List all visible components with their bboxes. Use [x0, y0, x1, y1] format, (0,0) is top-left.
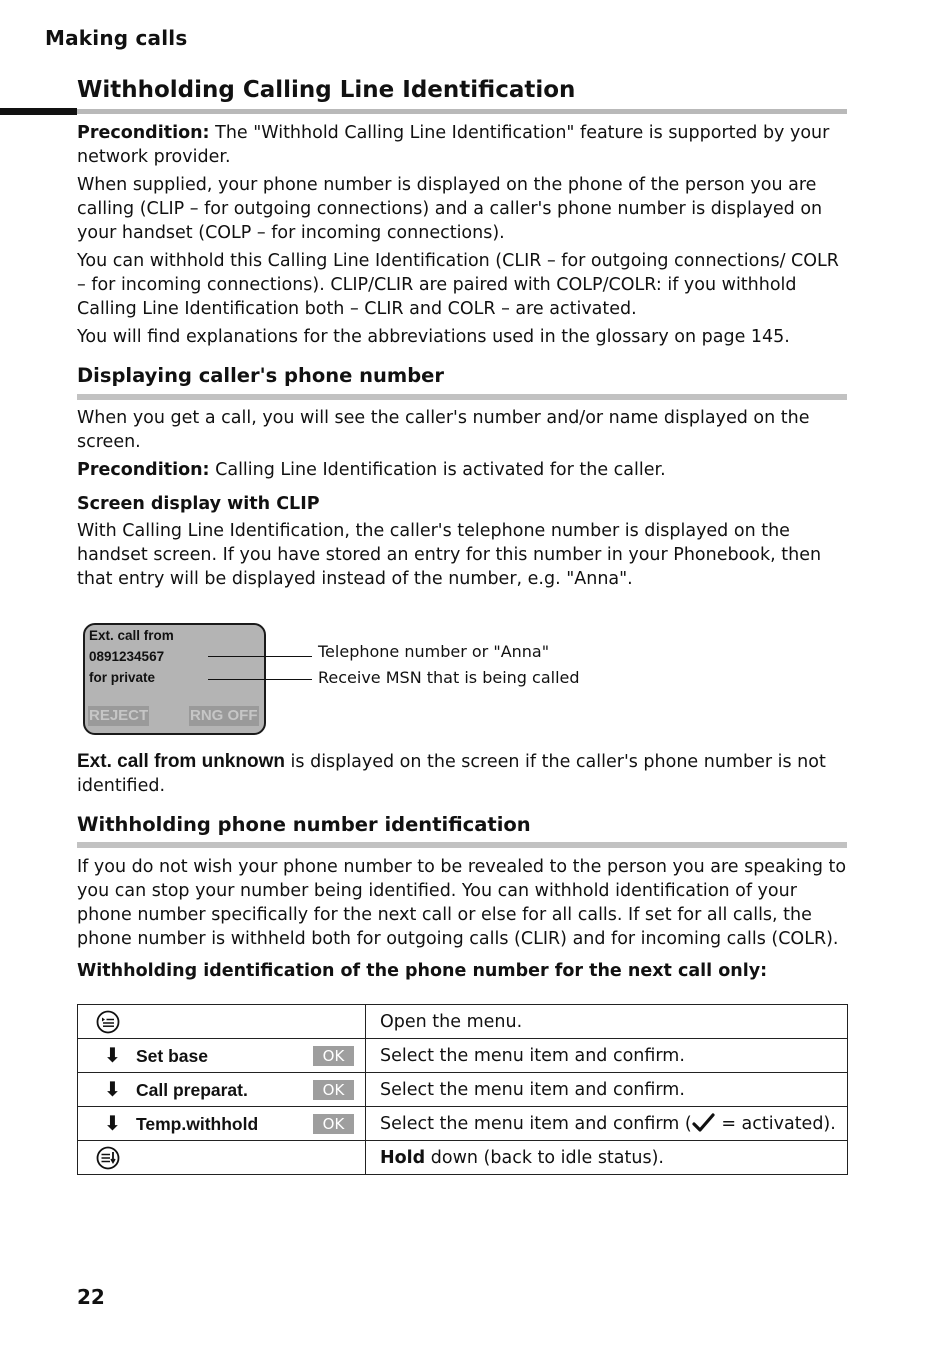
ok-softkey: OK [313, 1080, 354, 1100]
screen-line-2: 0891234567 [89, 649, 165, 664]
callout-number: Telephone number or "Anna" [318, 642, 550, 661]
table-row [78, 1073, 848, 1107]
ok-softkey: OK [313, 1046, 354, 1066]
step-key-cell [78, 1107, 366, 1141]
step-description: Select the menu item and confirm ( = activated). [366, 1107, 848, 1141]
displaying-precondition [77, 458, 852, 482]
unknown-text: is displayed on the screen if the caller's phone number is not identified. [77, 752, 826, 796]
down-arrow-icon: ⬇ [104, 1043, 121, 1067]
checkmark-icon [692, 1113, 716, 1133]
callout-leader-1 [208, 656, 312, 657]
section-title: Withholding Calling Line Identification [77, 77, 576, 103]
down-arrow-icon: ⬇ [104, 1077, 121, 1101]
step-key-cell [78, 1073, 366, 1107]
unknown-paragraph [77, 750, 852, 798]
clip-colp-paragraph: When supplied, your phone number is displayed on the phone of the person you are calling (CLIP – for outgoing connections) and a caller's phone number is displayed on your handset (COLP – for incoming connections). [77, 175, 823, 243]
step-description: Hold down (back to idle status). [366, 1141, 848, 1175]
callout-msn: Receive MSN that is being called [318, 668, 580, 687]
step-key-cell [78, 1005, 366, 1039]
precondition-lead: Precondition: [77, 460, 210, 480]
precondition-lead: Precondition: [77, 123, 210, 143]
step-key-cell [78, 1039, 366, 1073]
screen-line-3: for private [89, 670, 156, 685]
page-number: 22 [77, 1285, 105, 1309]
displaying-intro: When you get a call, you will see the caller's number and/or name displayed on the screen. [77, 408, 810, 452]
running-head: Making calls [45, 26, 188, 50]
withholding-heading: Withholding phone number identification [77, 813, 531, 836]
table-row [78, 1005, 848, 1039]
clip-paragraph: With Calling Line Identification, the caller's telephone number is displayed on the handset screen. If you have stored an entry for this number in your Phonebook, then that entry will be displayed instead of the number, e.g. "Anna". [77, 521, 822, 589]
callout-leader-2 [208, 679, 312, 680]
menu-item-set-base: Set base [136, 1046, 208, 1066]
softkey-ring-off: RNG OFF [190, 707, 258, 724]
table-row [78, 1107, 848, 1141]
heading-rule [77, 842, 847, 848]
step-description: Open the menu. [366, 1005, 848, 1039]
clir-colr-paragraph: You can withhold this Calling Line Identification (CLIR – for outgoing connections/ COLR – for incoming connections). CLIP/CLIR are paired with COLP/COLR: if you withhold Calling Line Identification both – CLIR and COLR – are activated. [77, 251, 839, 319]
precondition-paragraph [77, 121, 852, 169]
screen-line-1: Ext. call from [89, 628, 174, 643]
step-key-cell [78, 1141, 366, 1175]
table-row [78, 1039, 848, 1073]
withholding-paragraph: If you do not wish your phone number to be revealed to the person you are speaking to you can stop your number being identified. You can withhold identification of your phone number specifically for the next call or else for all calls. If set for all calls, the phone number is withheld both for outgoing calls (CLIR) and for incoming calls (COLR). [77, 857, 847, 949]
step-description: Select the menu item and confirm. [366, 1073, 848, 1107]
step-description: Select the menu item and confirm. [366, 1039, 848, 1073]
clip-subheading: Screen display with CLIP [77, 494, 320, 514]
heading-rule [77, 394, 847, 400]
heading-marker-bar [0, 108, 77, 115]
menu-key-icon [95, 1010, 121, 1034]
displaying-heading: Displaying caller's phone number [77, 364, 445, 387]
menu-item-temp-withhold: Temp.withhold [136, 1114, 259, 1134]
softkey-reject: REJECT [89, 707, 149, 724]
precondition-text: Calling Line Identification is activated for the caller. [209, 460, 666, 480]
end-call-key-icon [95, 1146, 121, 1170]
unknown-lead: Ext. call from unknown [77, 751, 285, 772]
glossary-paragraph: You will find explanations for the abbreviations used in the glossary on page 145. [77, 327, 790, 347]
down-arrow-icon: ⬇ [104, 1111, 121, 1135]
precondition-text: The "Withhold Calling Line Identification" feature is supported by your network provider. [77, 123, 830, 167]
steps-table [77, 1004, 848, 1175]
heading-rule [77, 109, 847, 114]
menu-item-call-preparat: Call preparat. [136, 1080, 248, 1100]
next-call-heading: Withholding identification of the phone number for the next call only: [77, 961, 768, 981]
ok-softkey: OK [313, 1114, 354, 1134]
table-row [78, 1141, 848, 1175]
